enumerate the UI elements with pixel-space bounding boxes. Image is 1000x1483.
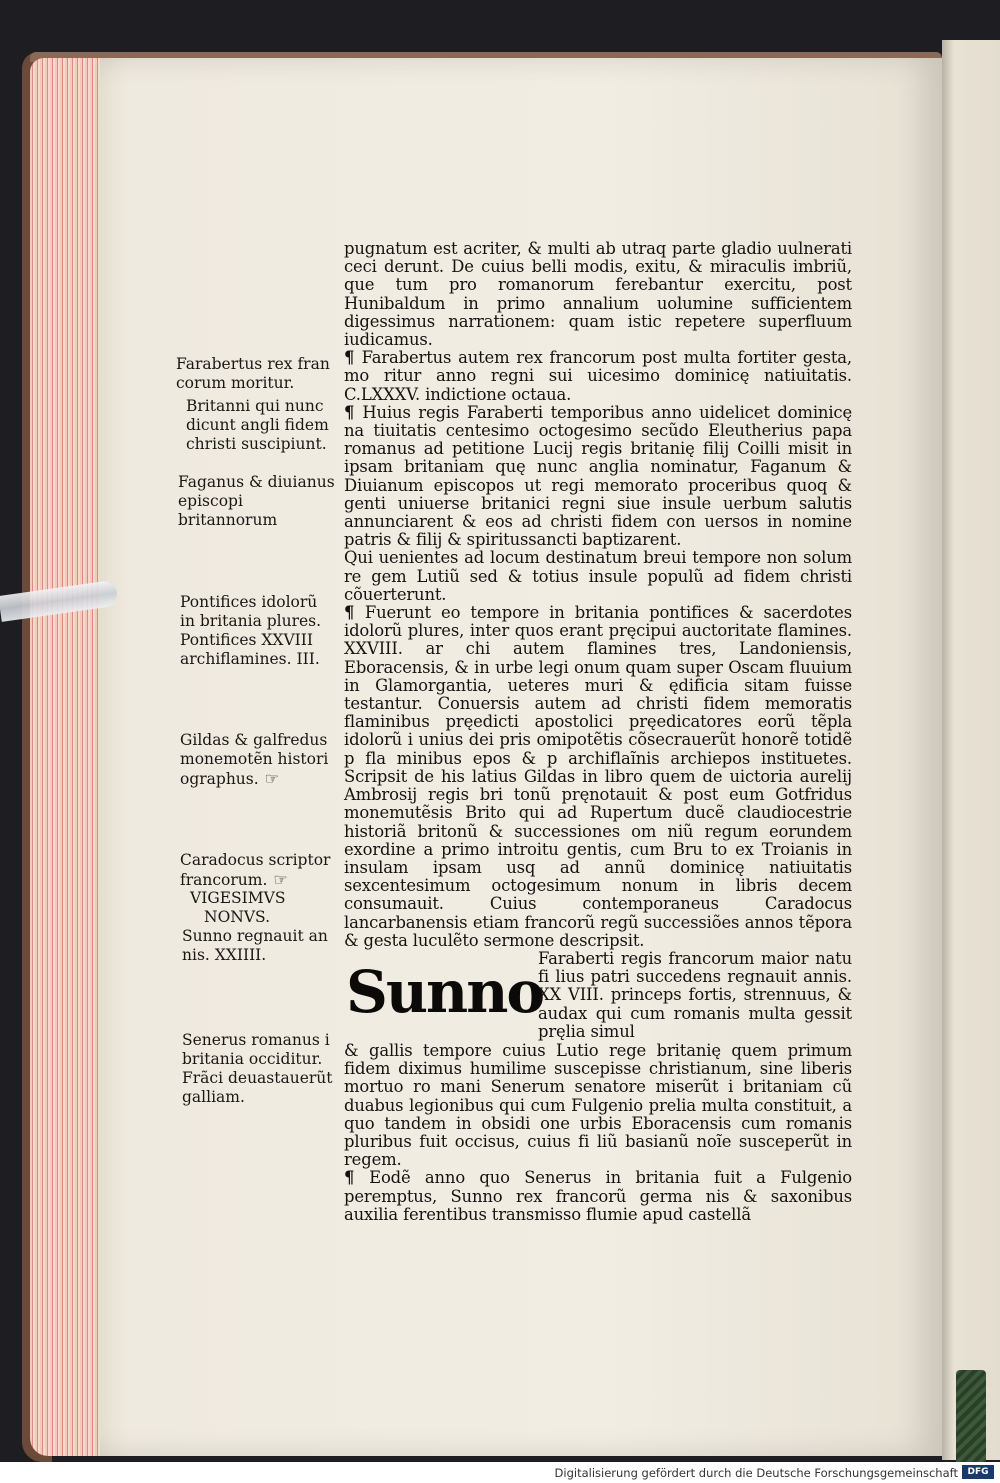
margin-note-line: britania occiditur. bbox=[182, 1050, 323, 1068]
margin-note-line: episcopi britannorum bbox=[178, 492, 278, 529]
margin-note-line: Pontifices XXVIII bbox=[180, 631, 314, 649]
margin-note bbox=[180, 731, 345, 789]
margin-note-line: Pontifices idolorũ bbox=[180, 593, 318, 611]
paragraph: & gallis tempore cuius Lutio rege britanię quem primum fidem diximus humilime suscepisse christianum, sine liberis mortuo ro mani Senerum senatore miserũt i britaniam cũ duabus legionibus qui cum Fulgenio prelia multa constituit, a quo tandem in obsidi one urbis Eboracensis cum romanis pluribus fuit occisus, cuius fi liũ basianũ noĩe susceperũt in regem. bbox=[344, 1040, 852, 1170]
margin-note bbox=[180, 593, 345, 669]
margin-note-line: in britania plures. bbox=[180, 612, 322, 630]
margin-note-line: galliam. bbox=[182, 1088, 245, 1106]
paragraph-text: Fuerunt eo tempore in britania pontifices & sacerdotes idolorũ plures, inter quos erant pręcipui auctoritate flamines. XXVIII. ar chi autem flamines tres, Landoniensis, Eboracensis, & in urbe legi onum quam super Oscam fluuium in Glamorgantia, ueteres muri & ędificia sitam fuisse testantur. Conuersis autem ad christi fidem memoratis flaminibus pręedicti apostolici pręedicatores eorũ tẽpla idolorũ i unius dei pris omipotẽtis cõsecrauerũt honorẽ totidẽ p fla minibus epos & p archiflaĩnis archiepos instituetes. Scripsit de his latius Gildas in libro quem de uictoria aurelij Ambrosij regis bri tonũ pręnotauit & post eum Gotfridus monemutẽsis Brito qui ad Rupertum ducẽ claudiocestrie historiã britonũ & successiones om niũ regum eorundem exordine a primo introitu gentis, cum Bru to ex Troianis in insulam ipsam usq ad annũ dominicę natiuitatis sexcentesimum octogesimum nonum in libris decem consumauit. Cuius contemporaneus Caradocus lancarbanensis etiam francorũ regũ successiões annos tẽpora & gesta luculẽto sermone descripsit. bbox=[344, 603, 852, 950]
margin-note-line: Sunno regnauit an bbox=[182, 927, 328, 945]
paragraph-text: Farabertus autem rex francorum post multa fortiter gesta, mo ritur anno regni sui uicesimo dominicę natiuitatis. C.LXXXV. indictione octaua. bbox=[344, 348, 852, 404]
margin-note bbox=[182, 1031, 347, 1107]
margin-note-line: christi suscipiunt. bbox=[186, 435, 327, 453]
paragraph-mark-icon: ¶ bbox=[344, 348, 362, 368]
margin-note-line: corum moritur. bbox=[176, 374, 295, 392]
margin-note bbox=[180, 851, 345, 890]
chapter-opening bbox=[344, 950, 852, 1042]
margin-note-line-text: francorum. bbox=[180, 871, 268, 889]
paragraph-text: Huius regis Faraberti temporibus anno uidelicet dominicę na tiuitatis centesimo octogesimo secũdo Eleutherius papa romanus ad petitione Lucij regis britanię filij Coilli misit in ipsam britaniam quę nunc anglia nominatur, Faganum & Diuianum episcopos ut regi memorato proceribus quoq & genti uniuerse britanici regni siue insule uerbum salutis annunciarent & eos ad christi fidem con uersos in nomine patris & filij & spiritussancti baptizarent. bbox=[344, 402, 852, 550]
margin-note-line: VIGESIMVS bbox=[190, 889, 286, 907]
margin-note-line: Caradocus scriptor bbox=[180, 851, 331, 869]
margin-note-line: Frãci deuastauerũt bbox=[182, 1069, 333, 1087]
margin-note-line: archiflamines. III. bbox=[180, 650, 320, 668]
dropcap-heading: Sunno bbox=[346, 957, 544, 1026]
margin-note-line: Farabertus rex fran bbox=[176, 355, 330, 373]
footer-bar bbox=[0, 1462, 1000, 1483]
margin-note bbox=[178, 473, 343, 530]
margin-note-line bbox=[180, 870, 345, 890]
page-block-edge bbox=[30, 58, 102, 1456]
paragraph-mark-icon: ¶ bbox=[344, 402, 363, 422]
margin-note-line bbox=[180, 769, 345, 789]
paragraph bbox=[344, 404, 852, 550]
paragraph bbox=[344, 604, 852, 950]
margin-note-line: nis. XXIIII. bbox=[182, 946, 267, 964]
paragraph-mark-icon: ¶ bbox=[344, 603, 365, 623]
margin-note-line: Britanni qui nunc bbox=[186, 397, 324, 415]
main-text-column bbox=[344, 240, 852, 1224]
margin-note-line: Faganus & diuianus bbox=[178, 473, 335, 491]
dfg-logo: DFG bbox=[962, 1465, 994, 1479]
pointing-hand-icon: ☞ bbox=[264, 769, 280, 788]
funding-credit: Digitalisierung gefördert durch die Deutsche Forschungsgemeinschaft bbox=[554, 1466, 958, 1480]
paragraph-mark-icon: ¶ bbox=[344, 1168, 370, 1188]
pointing-hand-icon: ☞ bbox=[273, 870, 288, 889]
paragraph bbox=[344, 349, 852, 404]
paragraph: pugnatum est acriter, & multi ab utraq parte gladio uulnerati ceci derunt. De cuius belli modis, exitu, & miraculis imbriũ, que tum pro romanorum ferebantur exercitu, post Hunibaldum in primo annalium uolumine sufficientem digessimus narrationem: quam istic repetere superfluum iudicamus. bbox=[344, 239, 852, 350]
margin-note bbox=[186, 397, 351, 454]
bookmark-ribbon bbox=[956, 1370, 986, 1465]
margin-note bbox=[176, 355, 341, 393]
margin-note bbox=[182, 889, 355, 965]
paragraph-text: Eodẽ anno quo Senerus in britania fuit a Fulgenio peremptus, Sunno rex francorũ germa nis & saxonibus auxilia ferentibus transmisso flumie apud castellã bbox=[344, 1168, 852, 1224]
margin-note-line: NONVS. bbox=[204, 908, 271, 926]
dropcap-paragraph: Faraberti regis francorum maior natu fi lius patri succedens regnauit annis. XX VIII. princeps fortis, strennuus, & audax qui cum romanis multa gessit pręlia simul bbox=[538, 948, 852, 1041]
margin-note-line: monemotẽn histori bbox=[180, 750, 329, 768]
margin-note-line-text: ographus. bbox=[180, 770, 259, 788]
paragraph bbox=[344, 1169, 852, 1224]
facing-page-gutter bbox=[942, 40, 1000, 1460]
margin-note-line: Senerus romanus i bbox=[182, 1031, 330, 1049]
paragraph: Qui uenientes ad locum destinatum breui tempore non solum re gem Lutiũ sed & totius insule populũ ad fidem christi cõuerterunt. bbox=[344, 548, 852, 604]
margin-note-line: dicunt angli fidem bbox=[186, 416, 329, 434]
margin-note-line: Gildas & galfredus bbox=[180, 731, 328, 749]
